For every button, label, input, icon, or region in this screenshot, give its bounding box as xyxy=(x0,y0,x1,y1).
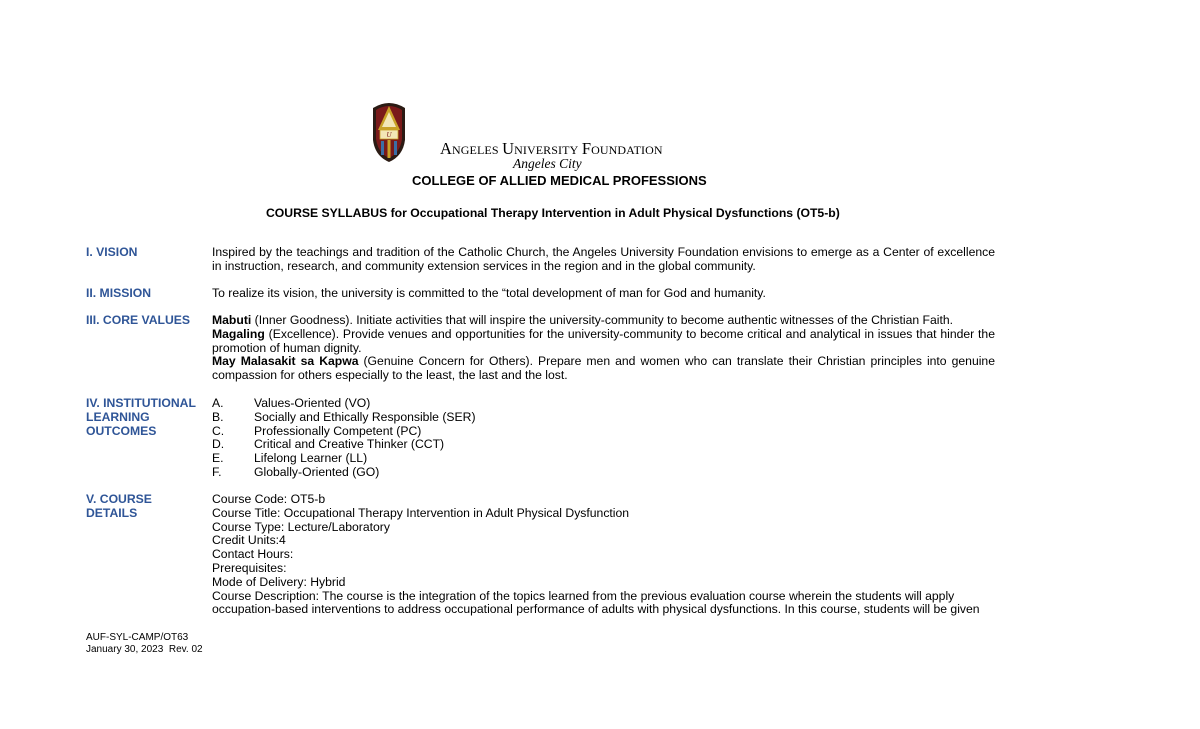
vision-text: Inspired by the teachings and tradition of the Catholic Church, the Angeles University Foundation envisions to emerge as a Center of excellence in instruction, research, and community extension services in the region and in the global community. xyxy=(212,245,995,273)
vision-label: I. VISION xyxy=(86,245,138,259)
core-value-description: (Genuine Concern for Others). Prepare men and women who can translate their Christian principles into genuine compassion for others especially to the least, the last and the lost. xyxy=(212,354,995,383)
course-description-line: Course Description: The course is the integration of the topics learned from the previous evaluation course wherein the students will apply xyxy=(212,588,955,603)
credit-units: Credit Units:4 xyxy=(212,533,286,548)
ilo-item-letter: D. xyxy=(212,437,225,452)
university-city: Angeles City xyxy=(513,156,582,171)
core-values-label: III. CORE VALUES xyxy=(86,313,191,327)
ilo-item-letter: A. xyxy=(212,396,224,410)
ilo-item-letter: E. xyxy=(212,451,224,466)
ilo-item xyxy=(212,397,995,411)
mission-text: To realize its vision, the university is committed to the “total development of man for God and humanity. xyxy=(212,286,766,300)
course-description-line: occupation-based interventions to address occupational performance of adults with physical dysfunctions. In this course, students will be given xyxy=(212,602,980,617)
course-title: Course Title: Occupational Therapy Intervention in Adult Physical Dysfunction xyxy=(212,505,630,520)
course-details-list xyxy=(212,493,995,617)
core-value-description: (Excellence). Provide venues and opportunities for the university-community to become critical and analytical in issues that hinder the promotion of human dignity. xyxy=(212,326,995,355)
ilo-item-text: Socially and Ethically Responsible (SER) xyxy=(254,409,476,424)
university-name-word-1: Angeles xyxy=(440,139,499,158)
core-value-name: Mabuti xyxy=(212,313,252,327)
university-name-word-3: Foundation xyxy=(581,139,663,158)
course-type: Course Type: Lecture/Laboratory xyxy=(212,519,390,534)
course-details-label-line: DETAILS xyxy=(86,505,138,520)
ilo-item-text: Globally-Oriented (GO) xyxy=(254,464,380,479)
core-values-list xyxy=(212,314,995,383)
ilo-item-text: Professionally Competent (PC) xyxy=(254,423,422,438)
ilo-item xyxy=(212,425,995,439)
ilo-item-letter: B. xyxy=(212,409,224,424)
ilo-label-line: LEARNING xyxy=(86,409,150,424)
ilo-item-letter: C. xyxy=(212,423,225,438)
ilo-label-line: OUTCOMES xyxy=(86,423,157,438)
core-value-item xyxy=(212,328,995,356)
syllabus-title: COURSE SYLLABUS for Occupational Therapy Intervention in Adult Physical Dysfunctions (OT5-b) xyxy=(266,206,840,220)
document-footer xyxy=(86,632,203,656)
core-value-description: (Inner Goodness). Initiate activities that will inspire the university-community to become authentic witnesses of the Christian Faith. xyxy=(251,313,954,327)
ilo-label-line: IV. INSTITUTIONAL xyxy=(86,396,196,410)
contact-hours: Contact Hours: xyxy=(212,547,294,562)
ilo-item-text: Critical and Creative Thinker (CCT) xyxy=(254,437,445,452)
mode-of-delivery: Mode of Delivery: Hybrid xyxy=(212,574,346,589)
college-name: COLLEGE OF ALLIED MEDICAL PROFESSIONS xyxy=(412,173,707,188)
ilo-item xyxy=(212,466,995,480)
university-crest-logo xyxy=(369,100,409,164)
course-details-label xyxy=(86,493,201,521)
ilo-item-text: Values-Oriented (VO) xyxy=(254,396,371,410)
footer-code: AUF-SYL-CAMP/OT63 xyxy=(86,632,189,643)
core-value-name: Magaling xyxy=(212,326,265,341)
footer-date: January 30, 2023 xyxy=(86,644,164,655)
ilo-item-text: Lifelong Learner (LL) xyxy=(254,451,368,466)
ilo-item xyxy=(212,452,995,466)
svg-text:U: U xyxy=(386,131,392,139)
core-value-item xyxy=(212,355,995,383)
prerequisites: Prerequisites: xyxy=(212,560,287,575)
university-name-word-2: University xyxy=(502,139,579,158)
ilo-item xyxy=(212,438,995,452)
ilo-item-letter: F. xyxy=(212,464,222,479)
course-code: Course Code: OT5-b xyxy=(212,492,326,506)
mission-label: II. MISSION xyxy=(86,286,152,300)
core-value-item xyxy=(212,314,995,328)
ilo-label xyxy=(86,397,201,438)
footer-rev: Rev. 02 xyxy=(168,644,203,655)
ilo-item xyxy=(212,411,995,425)
footer-date-rev xyxy=(86,644,203,656)
ilo-list xyxy=(212,397,995,480)
course-details-label-line: V. COURSE xyxy=(86,492,152,506)
core-value-name: May Malasakit sa Kapwa xyxy=(212,354,359,369)
